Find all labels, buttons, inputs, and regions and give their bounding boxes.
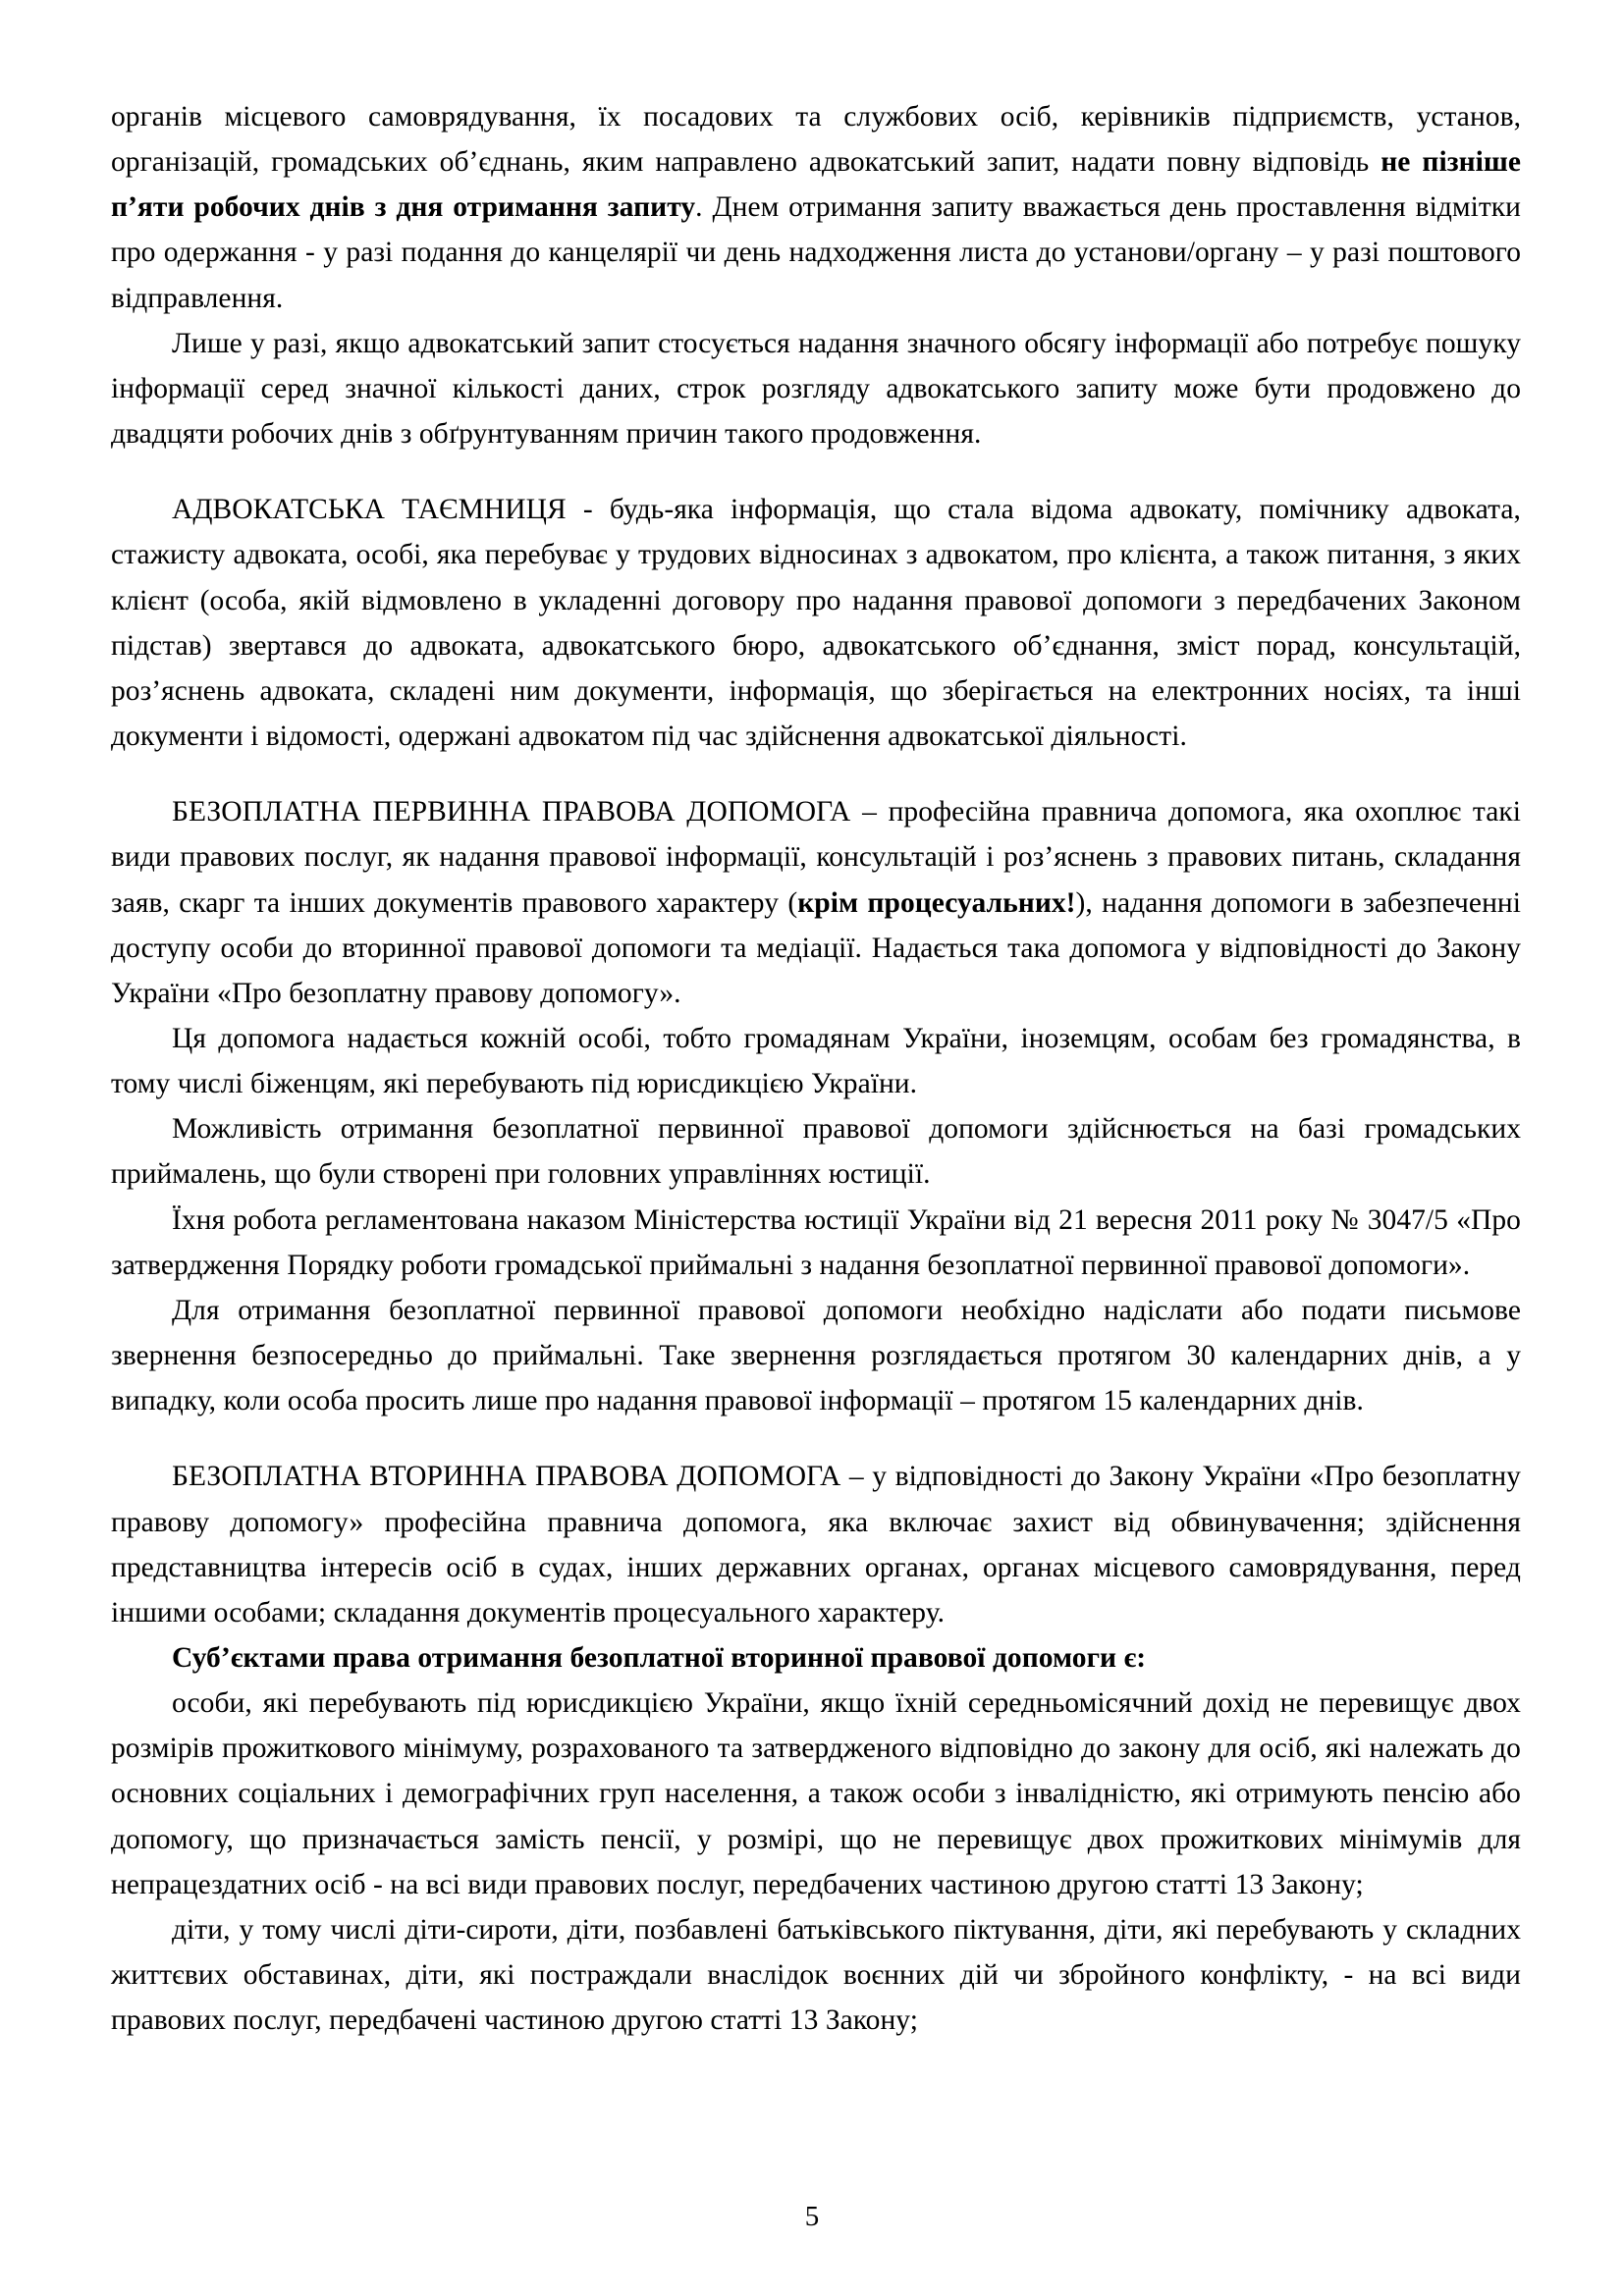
text-run: ), надання допомоги в забезпеченні доступу особи до вторинної правової допомоги та медіації. Надається така допомога у відповідності до Закону України «Про безоплатну правову допомогу». (111, 886, 1521, 1009)
paragraph (111, 1454, 1521, 1635)
text-run: органів місцевого самоврядування, їх посадових та службових осіб, керівників підприємств, установ, організацій, громадських об’єднань, яким направлено адвокатський запит, надати повну відповідь (111, 101, 1521, 179)
paragraph (111, 789, 1521, 1016)
paragraph (111, 1198, 1521, 1288)
text-run: – у відповідності до Закону України «Про безоплатну правову допомогу» професійна правнича допомога, яка включає захист від обвинувачення; здійснення представництва інтересів осіб в судах, інших державних органах, органах місцевого самоврядування, перед іншими особами; складання документів процесуального характеру. (111, 1461, 1521, 1629)
text-run: . Днем отримання запиту вважається день проставлення відмітки про одержання - у разі подання до канцелярії чи день надходження листа до установи/органу – у разі поштового відправлення. (111, 191, 1522, 314)
text-run: діти, у тому числі діти-сироти, діти, позбавлені батьківського піктування, діти, які перебувають у складних життєвих обставинах, діти, які постраждали внаслідок воєнних дій чи збройного конфлікту, - на всі види правових послуг, передбачені частиною другою статті 13 Закону; (111, 1913, 1521, 2037)
text-run: Їхня робота регламентована наказом Міністерства юстиції України від 21 вересня 2011 року № 3047/5 «Про затвердження Порядку роботи громадської приймальні з надання безоплатної первинної правової допомоги». (111, 1203, 1521, 1281)
paragraph (111, 1106, 1521, 1197)
text-run: - будь-яка інформація, що стала відома адвокату, помічнику адвоката, стажисту адвоката, особі, яка перебуває у трудових відносинах з адвокатом, про клієнта, а також питання, з яких клієнт (особа, якій відмовлено в укладенні договору про надання правової допомоги з передбачених Законом підстав) звертався до адвоката, адвокатського бюро, адвокатського об’єднання, зміст порад, консультацій, роз’яснень адвоката, складені ним документи, інформація, що зберігається на електронних носіях, та інші документи і відомості, одержані адвокатом під час здійснення адвокатської діяльності. (111, 494, 1521, 753)
emphasis-text: Суб’єктами права отримання безоплатної вторинної правової допомоги є: (172, 1642, 1147, 1674)
paragraph (111, 1635, 1521, 1681)
emphasis-text: крім процесуальних! (797, 886, 1076, 919)
paragraph (111, 94, 1521, 321)
paragraph (111, 1288, 1521, 1423)
text-run: Ця допомога надається кожній особі, тобто громадянам України, іноземцям, особам без громадянства, в тому числі біженцям, які перебувають під юрисдикцією України. (111, 1022, 1521, 1100)
text-run: АДВОКАТСЬКА ТАЄМНИЦЯ (172, 494, 567, 526)
text-run: БЕЗОПЛАТНА ВТОРИННА ПРАВОВА ДОПОМОГА (172, 1461, 841, 1493)
paragraph (111, 1907, 1521, 2043)
text-run: Можливість отримання безоплатної первинної правової допомоги здійснюється на базі громадських приймалень, що були створені при головних управліннях юстиції. (111, 1113, 1521, 1191)
paragraph (111, 1016, 1521, 1106)
text-run: Лише у разі, якщо адвокатський запит стосується надання значного обсягу інформації або потребує пошуку інформації серед значної кількості даних, строк розгляду адвокатського запиту може бути продовжено до двадцяти робочих днів з обґрунтуванням причин такого продовження. (111, 327, 1521, 451)
page-number: 5 (804, 2201, 820, 2232)
document-body (111, 94, 1521, 2043)
emphasis-text: не пізніше п’яти робочих днів з дня отримання запиту (111, 146, 1521, 224)
paragraph (111, 1681, 1521, 1907)
paragraph (111, 487, 1521, 759)
text-run: особи, які перебувають під юрисдикцією України, якщо їхній середньомісячний дохід не перевищує двох розмірів прожиткового мінімуму, розрахованого та затвердженого відповідно до закону для осіб, які належать до основних соціальних і демографічних груп населення, а також особи з інвалідністю, які отримують пенсію або допомогу, що призначається замість пенсії, у розмірі, що не перевищує двох прожиткових мінімумів для непрацездатних осіб - на всі види правових послуг, передбачених частиною другою статті 13 Закону; (111, 1687, 1521, 1900)
paragraph (111, 321, 1521, 456)
text-run: Для отримання безоплатної первинної правової допомоги необхідно надіслати або подати письмове звернення безпосередньо до приймальні. Таке звернення розглядається протягом 30 календарних днів, а у випадку, коли особа просить лише про надання правової інформації – протягом 15 календарних днів. (111, 1294, 1521, 1417)
text-run: – професійна правнича допомога, яка охоплює такі види правових послуг, як надання правової інформації, консультацій і роз’яснень з правових питань, складання заяв, скарг та інших документів правового характеру ( (111, 796, 1521, 919)
text-run: БЕЗОПЛАТНА ПЕРВИННА ПРАВОВА ДОПОМОГА (172, 796, 851, 828)
